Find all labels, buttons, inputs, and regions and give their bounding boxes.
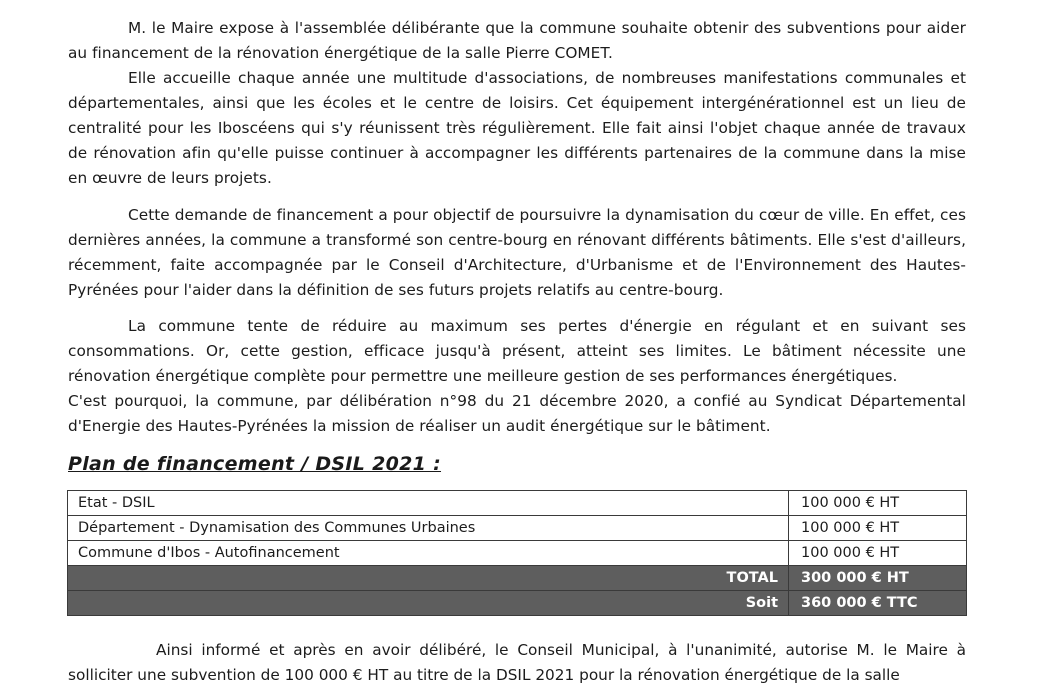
paragraph-decision: [68, 638, 966, 688]
paragraph-energy-text: La commune tente de réduire au maximum ses pertes d'énergie en régulant et en suivant ses consommations. Or, cette gestion, efficace jusqu'à présent, atteint ses limites. Le bâtiment nécessite une rénovation énergétique complète pour permettre une meilleure gestion de ses performances énergétiques.: [68, 317, 966, 385]
row-amount: 100 000 € HT: [789, 491, 967, 516]
paragraph-audit: [68, 389, 966, 439]
soit-amount: 360 000 € TTC: [789, 591, 967, 616]
paragraph-intro: [68, 16, 966, 66]
total-label: TOTAL: [68, 566, 789, 591]
row-label: Commune d'Ibos - Autofinancement: [68, 541, 789, 566]
paragraph-audit-text: C'est pourquoi, la commune, par délibération n°98 du 21 décembre 2020, a confié au Syndicat Départemental d'Energie des Hautes-Pyrénées la mission de réaliser un audit énergétique sur le bâtiment.: [68, 392, 966, 435]
paragraph-funding-goal-text: Cette demande de financement a pour objectif de poursuivre la dynamisation du cœur de ville. En effet, ces dernières années, la commune a transformé son centre-bourg en rénovant différents bâtiments. Elle s'est d'ailleurs, récemment, faite accompagnée par le Conseil d'Architecture, d'Urbanisme et de l'Environnement des Hautes-Pyrénées pour l'aider dans la définition de ses futurs projets relatifs au centre-bourg.: [68, 206, 966, 299]
table-row: [68, 541, 967, 566]
financing-heading: Plan de financement / DSIL 2021 :: [68, 453, 442, 475]
total-amount: 300 000 € HT: [789, 566, 967, 591]
row-amount: 100 000 € HT: [789, 516, 967, 541]
row-amount: 100 000 € HT: [789, 541, 967, 566]
paragraph-energy: [68, 314, 966, 389]
row-label: Etat - DSIL: [68, 491, 789, 516]
paragraph-decision-text: Ainsi informé et après en avoir délibéré, le Conseil Municipal, à l'unanimité, autorise M. le Maire à solliciter une subvention de 100 000 € HT au titre de la DSIL 2021 pour la rénovation énergétique de la salle: [68, 641, 966, 684]
paragraph-hall-usage-text: Elle accueille chaque année une multitude d'associations, de nombreuses manifestations communales et départementales, ainsi que les écoles et le centre de loisirs. Cet équipement intergénérationnel est un lieu de centralité pour les Iboscéens qui s'y réunissent très régulièrement. Elle fait ainsi l'objet chaque année de travaux de rénovation afin qu'elle puisse continuer à accompagner les différents partenaires de la commune dans la mise en œuvre de leurs projets.: [68, 69, 966, 187]
paragraph-funding-goal: [68, 203, 966, 303]
table-row: [68, 516, 967, 541]
financing-table: [67, 490, 967, 616]
soit-label: Soit: [68, 591, 789, 616]
row-label: Département - Dynamisation des Communes Urbaines: [68, 516, 789, 541]
total-row: [68, 566, 967, 591]
table-row: [68, 491, 967, 516]
paragraph-hall-usage: [68, 66, 966, 191]
soit-row: [68, 591, 967, 616]
paragraph-intro-text: M. le Maire expose à l'assemblée délibérante que la commune souhaite obtenir des subventions pour aider au financement de la rénovation énergétique de la salle Pierre COMET.: [68, 19, 966, 62]
